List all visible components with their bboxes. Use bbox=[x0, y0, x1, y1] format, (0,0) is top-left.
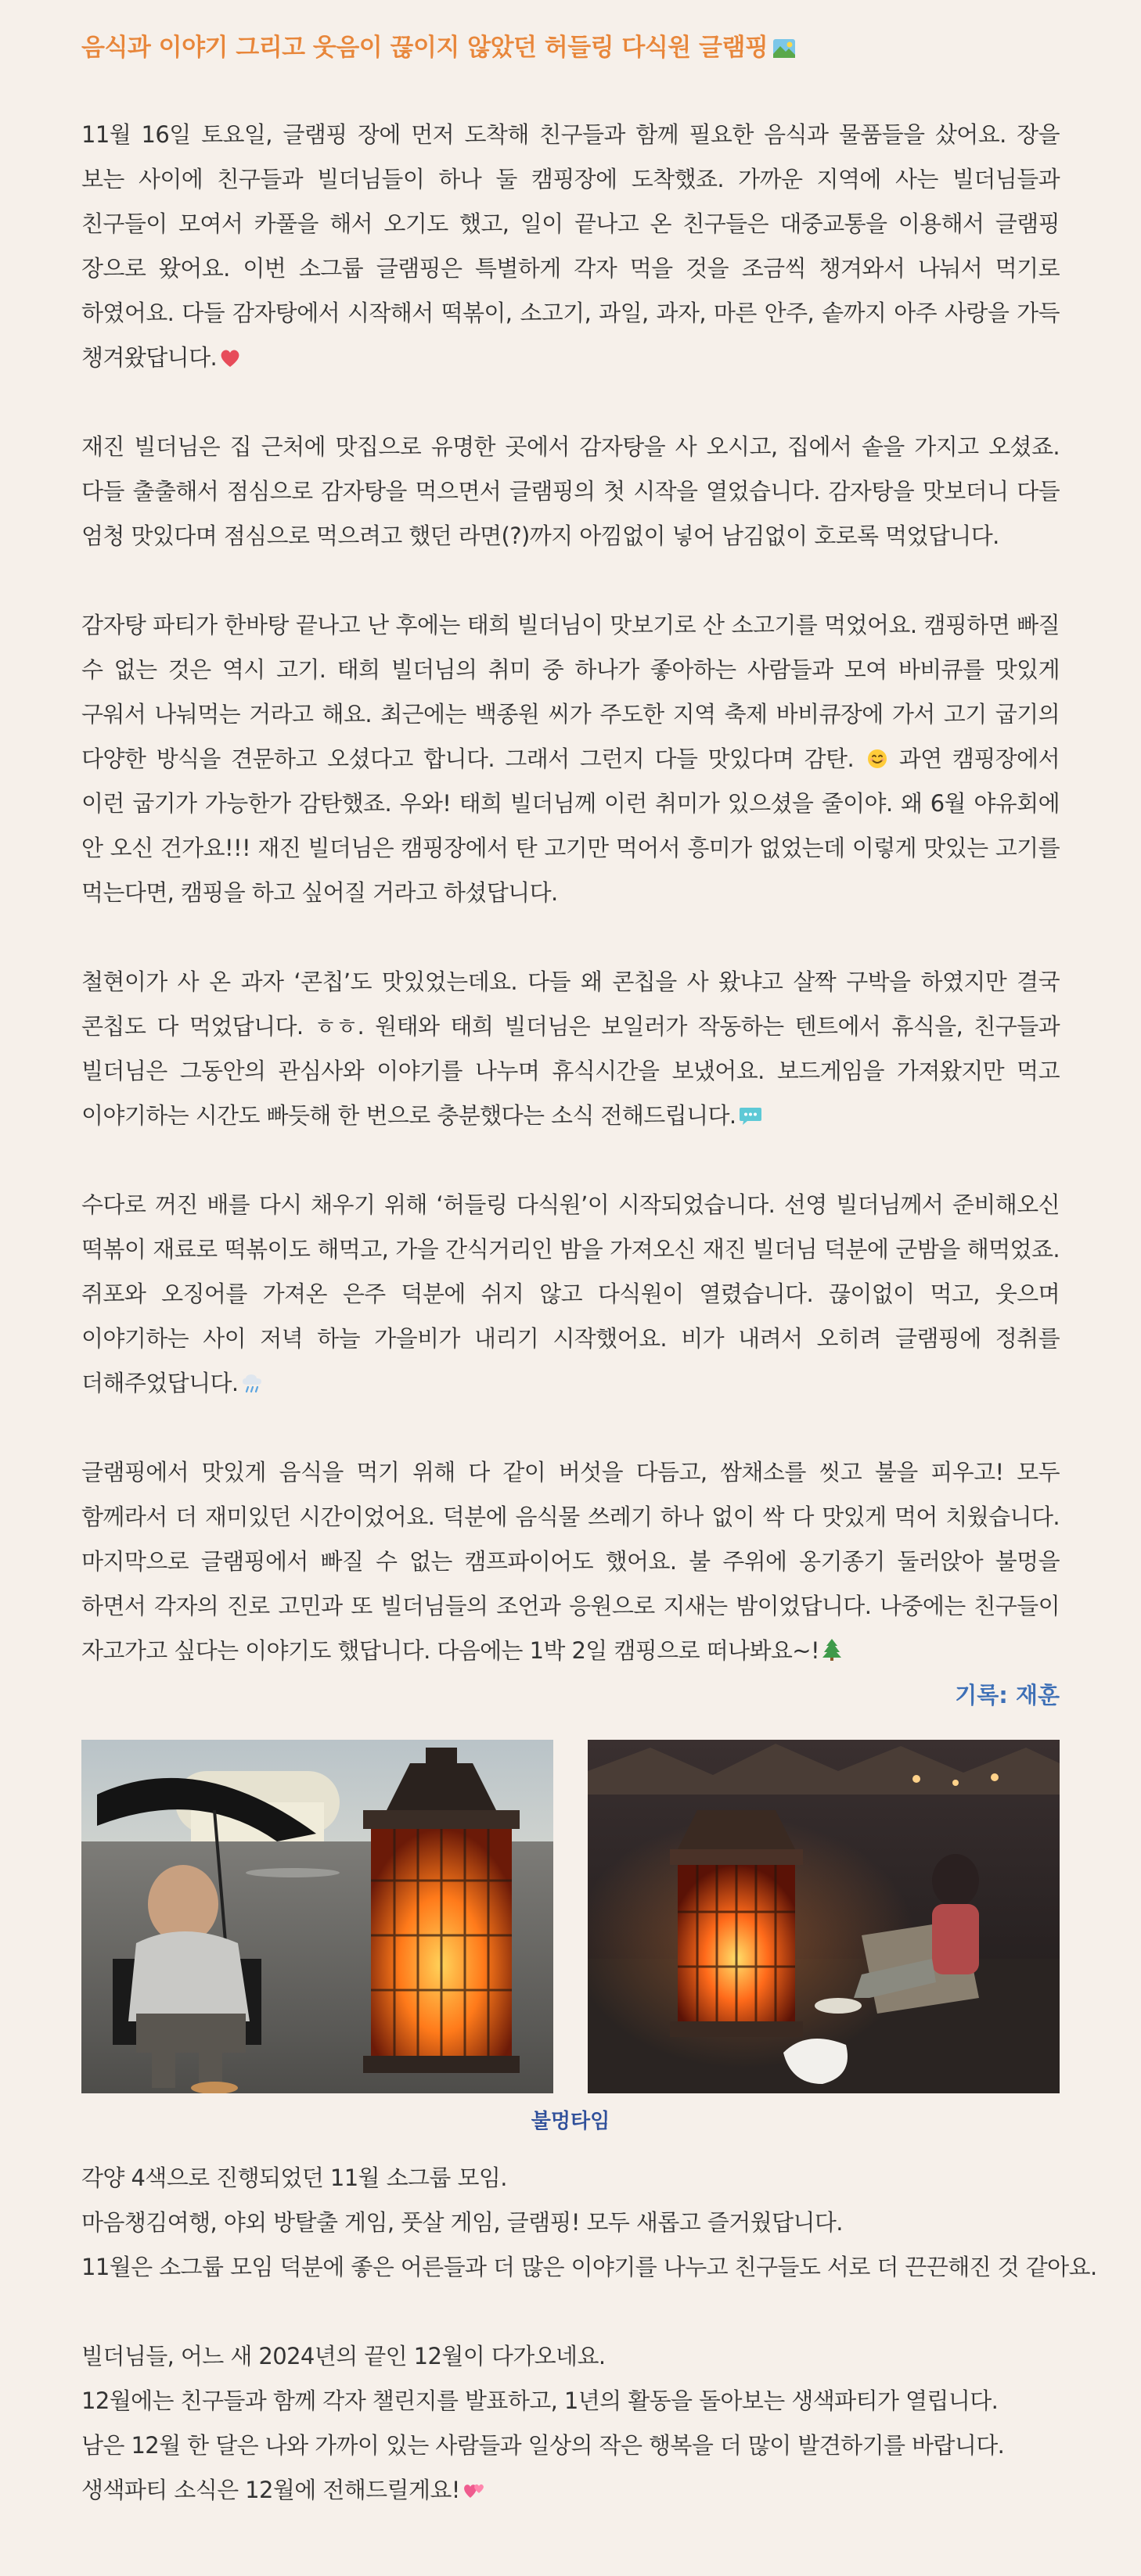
paragraph-2: 재진 빌더님은 집 근처에 맛집으로 유명한 곳에서 감자탕을 사 오시고, 집에서 솥을 가지고 오셨죠. 다들 출출해서 점심으로 감자탕을 먹으면서 글램핑의 첫 시작을 열었습니다. 감자탕을 맛보더니 다들 엄청 맛있다며 점심으로 먹으려고 했던 라면(?)까지 아낌없이 넣어 남김없이 호로록 먹었답니다. bbox=[81, 433, 1060, 549]
closing-section-2 bbox=[81, 2334, 1060, 2513]
paragraph-6-text: 글램핑에서 맛있게 음식을 먹기 위해 다 같이 버섯을 다듬고, 쌈채소를 씻고 불을 피우고! 모두 함께라서 더 재미있던 시간이었어요. 덕분에 음식물 쓰레기 하나 없이 싹 다 맛있게 먹어 치웠습니다. 마지막으로 글램핑에서 빠질 수 없는 캠프파이어도 했어요. 불 주위에 옹기종기 둘러앉아 불멍을 하면서 각자의 진로 고민과 또 빌더님들의 조언과 응원으로 지새는 밤이었답니다. 나중에는 친구들이 자고가고 싶다는 이야기도 했답니다. 다음에는 1박 2일 캠핑으로 떠나봐요~! bbox=[81, 1459, 1060, 1664]
closing-line: 11월은 소그룹 모임 덕분에 좋은 어른들과 더 많은 이야기를 나누고 친구들도 서로 더 끈끈해진 것 같아요. bbox=[81, 2254, 1097, 2280]
paragraph-3 bbox=[81, 603, 1060, 915]
campfire-photo-left bbox=[81, 1740, 553, 2093]
paragraph-6 bbox=[81, 1450, 1060, 1673]
closing-line: 각양 4색으로 진행되었던 11월 소그룹 모임. bbox=[81, 2165, 507, 2191]
closing-line: 빌더님들, 어느 새 2024년의 끝인 12월이 다가오네요. bbox=[81, 2343, 606, 2369]
paragraph-1-text: 11월 16일 토요일, 글램핑 장에 먼저 도착해 친구들과 함께 필요한 음식과 물품들을 샀어요. 장을 보는 사이에 친구들과 빌더님들이 하나 둘 캠핑장에 도착했죠. 가까운 지역에 사는 빌더님들과 친구들이 모여서 카풀을 해서 오기도 했고, 일이 끝나고 온 친구들은 대중교통을 이용해서 글램핑 장으로 왔어요. 이번 소그룹 글램핑은 특별하게 각자 먹을 것을 조금씩 챙겨와서 나눠서 먹기로 하였어요. 다들 감자탕에서 시작해서 떡볶이, 소고기, 과일, 과자, 마른 안주, 솥까지 아주 사랑을 가득 챙겨왔답니다. bbox=[81, 121, 1060, 371]
paragraph-5-text: 수다로 꺼진 배를 다시 채우기 위해 ‘허들링 다식원’이 시작되었습니다. 선영 빌더님께서 준비해오신 떡볶이 재료로 떡볶이도 해먹고, 가을 간식거리인 밤을 가져오신 재진 빌더님 덕분에 군밤을 해먹었죠. 쥐포와 오징어를 가져온 은주 덕분에 쉬지 않고 다식원이 열렸습니다. 끊이없이 먹고, 웃으며 이야기하는 사이 저녁 하늘 가을비가 내리기 시작했어요. 비가 내려서 오히려 글램핑에 정취를 더해주었답니다. bbox=[81, 1191, 1060, 1396]
closing-line: 12월에는 친구들과 함께 각자 챌린지를 발표하고, 1년의 활동을 돌아보는 생색파티가 열립니다. bbox=[81, 2387, 999, 2414]
closing-line: 남은 12월 한 달은 나와 가까이 있는 사람들과 일상의 작은 행복을 더 많이 발견하기를 바랍니다. bbox=[81, 2432, 1005, 2459]
two-hearts-icon bbox=[463, 2481, 486, 2501]
smiling-face-icon bbox=[866, 748, 888, 770]
photo-gallery bbox=[81, 1740, 1060, 2093]
article-title bbox=[81, 25, 1060, 70]
closing-section-1 bbox=[81, 2156, 1097, 2290]
campfire-photo-right bbox=[588, 1740, 1060, 2093]
closing-line-final-text: 생색파티 소식은 12월에 전해드릴게요! bbox=[81, 2477, 460, 2503]
rain-cloud-icon bbox=[241, 1372, 263, 1394]
article-title-text: 음식과 이야기 그리고 웃음이 끊이지 않았던 허들링 다식원 글램핑 bbox=[81, 34, 768, 62]
photo-caption: 불멍타임 bbox=[531, 2110, 610, 2133]
paragraph-3-text: 감자탕 파티가 한바탕 끝나고 난 후에는 태희 빌더님이 맛보기로 산 소고기를 먹었어요. 캠핑하면 빠질 수 없는 것은 역시 고기. 태희 빌더님의 취미 중 하나가 좋아하는 사람들과 모여 바비큐를 맛있게 구워서 나눠먹는 거라고 해요. 최근에는 백종원 씨가 주도한 지역 축제 바비큐장에 가서 고기 굽기의 다양한 방식을 견문하고 오셨다고 합니다. 그래서 그런지 다들 맛있다며 감탄. bbox=[81, 612, 1060, 772]
landscape-photo-icon bbox=[772, 38, 796, 59]
evergreen-tree-icon bbox=[822, 1638, 842, 1662]
paragraph-1 bbox=[81, 113, 1060, 380]
paragraph-4 bbox=[81, 960, 1060, 1138]
closing-line-final bbox=[81, 2468, 1060, 2513]
paragraph-5 bbox=[81, 1183, 1060, 1406]
paragraph-3-text-rest: 과연 캠핑장에서 이런 굽기가 가능한가 감탄했죠. 우와! 태희 빌더님께 이런 취미가 있으셨을 줄이야. 왜 6월 야유회에 안 오신 건가요!!! 재진 빌더님은 캠핑장에서 탄 고기만 먹어서 흥미가 없었는데 이렇게 맛있는 고기를 먹는다면, 캠핑을 하고 싶어질 거라고 하셨답니다. bbox=[81, 745, 1060, 906]
paragraph-4-text: 철현이가 사 온 과자 ‘콘칩’도 맛있었는데요. 다들 왜 콘칩을 사 왔냐고 살짝 구박을 하였지만 결국 콘칩도 다 먹었답니다. ㅎㅎ. 원태와 태희 빌더님은 보일러가 작동하는 텐트에서 휴식을, 친구들과 빌더님은 그동안의 관심사와 이야기를 나누며 휴식시간을 보냈어요. 보드게임을 가져왔지만 먹고 이야기하는 시간도 빠듯해 한 번으로 충분했다는 소식 전해드립니다. bbox=[81, 968, 1060, 1129]
closing-line: 마음챙김여행, 야외 방탈출 게임, 풋살 게임, 글램핑! 모두 새롭고 즐거웠답니다. bbox=[81, 2209, 843, 2236]
heart-icon bbox=[219, 348, 241, 368]
author-credit: 기록: 재훈 bbox=[955, 1682, 1060, 1708]
speech-bubble-icon bbox=[739, 1106, 762, 1126]
